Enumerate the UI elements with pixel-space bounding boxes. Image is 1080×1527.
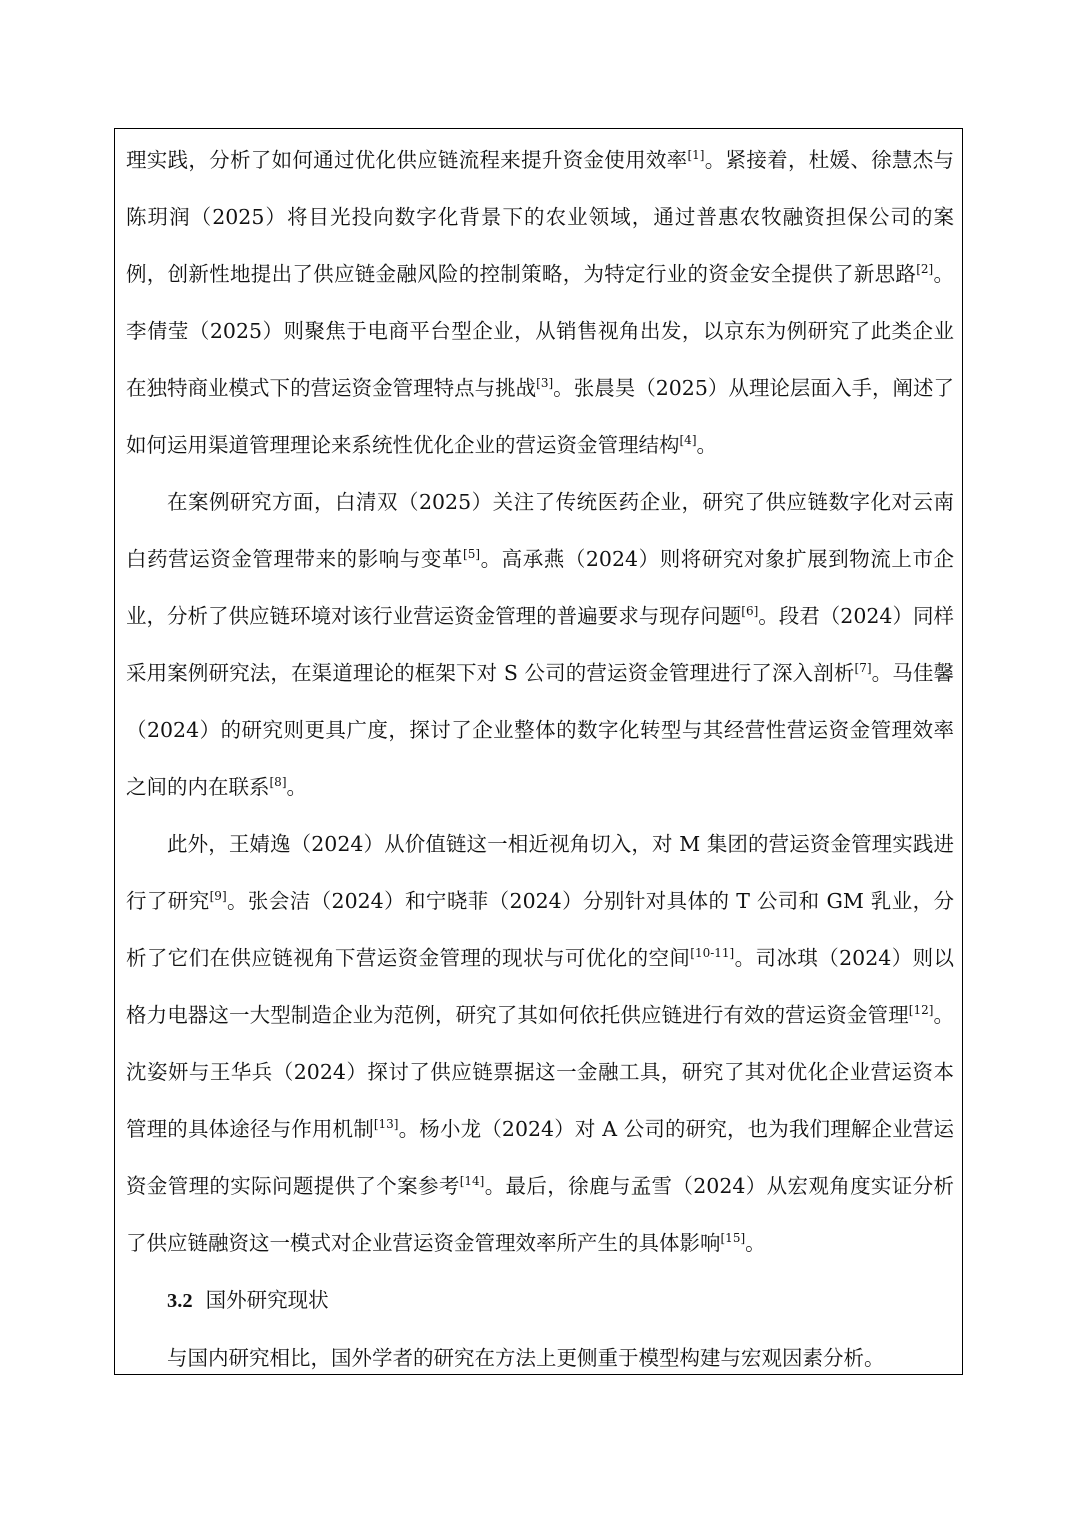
text-run: 。张晨昊（2025）从理论层面入手，阐述了如何运用渠道管理理论来系统性优化企业的营运资金管理结构 bbox=[126, 376, 954, 457]
text-run: 。段君（2024）同样采用案例研究法，在渠道理论的框架下对 S 公司的营运资金管理进行了深入剖析 bbox=[126, 604, 955, 685]
citation-ref: [15] bbox=[720, 1231, 746, 1245]
citation-ref: [4] bbox=[679, 433, 697, 447]
text-run: 。李倩莹（2025）则聚焦于电商平台型企业，从销售视角出发，以京东为例研究了此类企业在独特商业模式下的营运资金管理特点与挑战 bbox=[126, 262, 954, 400]
citation-ref: [2] bbox=[916, 262, 934, 276]
text-run: 。张会洁（2024）和宁晓菲（2024）分别针对具体的 T 公司和 GM 乳业，分析了它们在供应链视角下营运资金管理的现状与可优化的空间 bbox=[126, 889, 955, 970]
section-title: 国外研究现状 bbox=[205, 1288, 329, 1312]
text-run: 。高承燕（2024）则将研究对象扩展到物流上市企业，分析了供应链环境对该行业营运资金管理的普遍要求与现存问题 bbox=[126, 547, 955, 628]
citation-ref: [3] bbox=[536, 376, 554, 390]
citation-ref: [14] bbox=[459, 1174, 485, 1188]
citation-ref: [1] bbox=[687, 148, 705, 162]
text-run: 。 bbox=[696, 433, 717, 457]
paragraph-4: 与国内研究相比，国外学者的研究在方法上更侧重于模型构建与宏观因素分析。 bbox=[167, 1346, 885, 1370]
citation-ref: [10-11] bbox=[690, 946, 735, 960]
text-run: 。杨小龙（2024）对 A 公司的研究，也为我们理解企业营运资金管理的实际问题提供了个案参考 bbox=[126, 1117, 955, 1198]
text-run: 。 bbox=[745, 1231, 766, 1255]
citation-ref: [9] bbox=[209, 889, 227, 903]
text-run: 在案例研究方面，白清双（2025）关注了传统医药企业，研究了供应链数字化对云南白药营运资金管理带来的影响与变革 bbox=[126, 490, 954, 571]
text-run: 。沈姿妍与王华兵（2024）探讨了供应链票据这一金融工具，研究了其对优化企业营运资本管理的具体途径与作用机制 bbox=[126, 1003, 955, 1141]
section-heading bbox=[126, 1272, 954, 1330]
text-run: 。 bbox=[286, 775, 307, 799]
text-run: 。紧接着，杜媛、徐慧杰与陈玥润（2025）将目光投向数字化背景下的农业领域，通过普惠农牧融资担保公司的案例，创新性地提出了供应链金融风险的控制策略，为特定行业的资金安全提供了新思路 bbox=[126, 148, 955, 286]
text-run: 。最后，徐鹿与孟雪（2024）从宏观角度实证分析了供应链融资这一模式对企业营运资金管理效率所产生的具体影响 bbox=[126, 1174, 954, 1255]
citation-ref: [7] bbox=[854, 661, 872, 675]
citation-ref: [5] bbox=[463, 547, 481, 561]
text-run: 。马佳馨（2024）的研究则更具广度，探讨了企业整体的数字化转型与其经营性营运资金管理效率之间的内在联系 bbox=[126, 661, 955, 799]
citation-ref: [6] bbox=[741, 604, 759, 618]
paragraph-1 bbox=[126, 132, 954, 474]
paragraph-2 bbox=[126, 474, 954, 816]
section-number: 3.2 bbox=[167, 1290, 193, 1312]
text-run: 理实践，分析了如何通过优化供应链流程来提升资金使用效率 bbox=[126, 148, 688, 172]
text-run: 。司冰琪（2024）则以格力电器这一大型制造企业为范例，研究了其如何依托供应链进行有效的营运资金管理 bbox=[126, 946, 955, 1027]
paragraph-3 bbox=[126, 816, 954, 1272]
citation-ref: [8] bbox=[269, 775, 287, 789]
citation-ref: [12] bbox=[908, 1003, 934, 1017]
document-body bbox=[126, 132, 954, 1387]
citation-ref: [13] bbox=[373, 1117, 399, 1131]
text-run: 此外，王婧逸（2024）从价值链这一相近视角切入，对 M 集团的营运资金管理实践进行了研究 bbox=[126, 832, 954, 913]
